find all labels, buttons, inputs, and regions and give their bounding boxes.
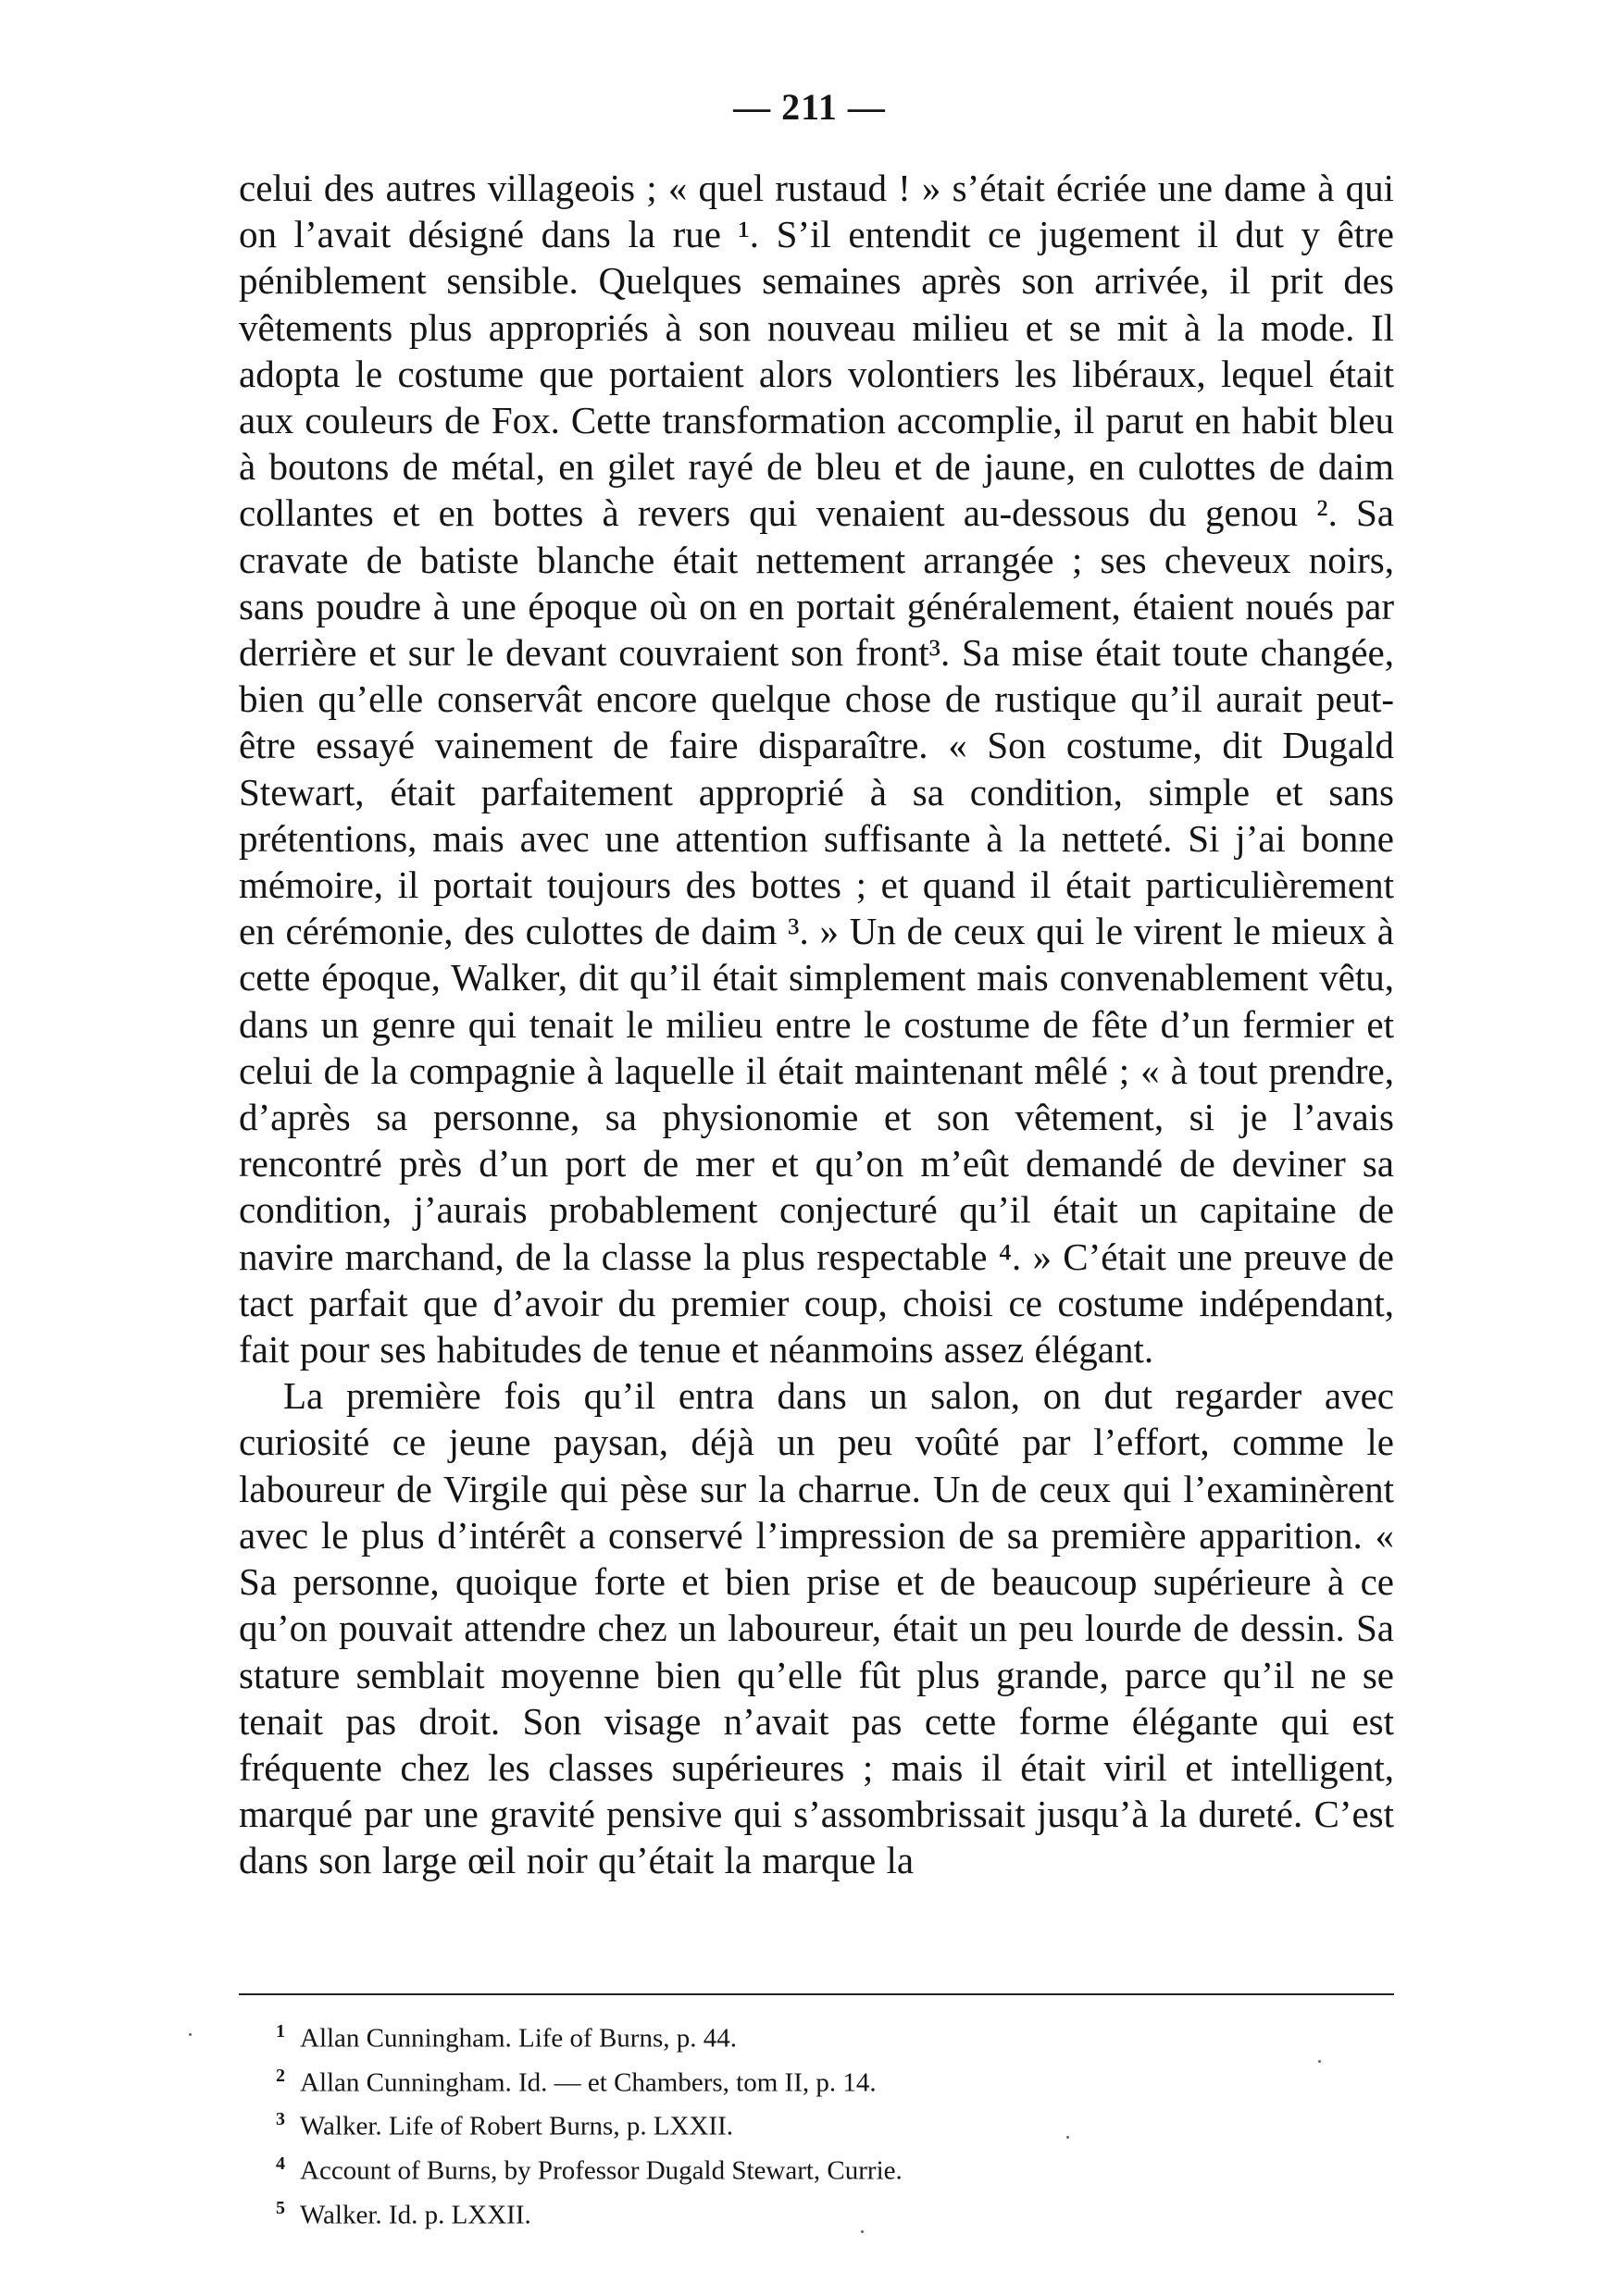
- footnote-2: [276, 2057, 1387, 2102]
- footnote-text: Account of Burns, by Professor Dugald Stewart, Currie.: [300, 2155, 903, 2186]
- footnote-text: Walker. Id. p. LXXII.: [300, 2200, 531, 2230]
- footnote-1: [276, 2013, 1387, 2057]
- footnote-4: [276, 2145, 1387, 2190]
- footnote-divider: [239, 1993, 1394, 1995]
- main-text: [239, 165, 1394, 1884]
- paragraph-1: celui des autres villageois ; « quel rustaud ! » s’était écriée une dame à qui on l’avait désigné dans la rue ¹. S’il entendit ce jugement il dut y être péniblement sensible. Quelques semaines après son arrivée, il prit des vêtements plus appropriés à son nouveau milieu et se mit à la mode. Il adopta le costume que portaient alors volontiers les libéraux, lequel était aux couleurs de Fox. Cette transformation accomplie, il parut en habit bleu à boutons de métal, en gilet rayé de bleu et de jaune, en culottes de daim collantes et en bottes à revers qui venaient au-dessous du genou ². Sa cravate de batiste blanche était nettement arrangée ; ses cheveux noirs, sans poudre à une époque où on en portait généralement, étaient noués par derrière et sur le devant couvraient son front³. Sa mise était toute changée, bien qu’elle conservât encore quelque chose de rustique qu’il aurait peut-être essayé vainement de faire disparaître. « Son costume, dit Dugald Stewart, était parfaitement approprié à sa condition, simple et sans prétentions, mais avec une attention suffisante à la netteté. Si j’ai bonne mémoire, il portait toujours des bottes ; et quand il était particulièrement en cérémonie, des culottes de daim ³. » Un de ceux qui le virent le mieux à cette époque, Walker, dit qu’il était simplement mais convenablement vêtu, dans un genre qui tenait le milieu entre le costume de fête d’un fermier et celui de la compagnie à laquelle il était maintenant mêlé ; « à tout prendre, d’après sa personne, sa physionomie et son vêtement, si je l’avais rencontré près d’un port de mer et qu’on m’eût demandé de deviner sa condition, j’aurais probablement conjecturé qu’il était un capitaine de navire marchand, de la classe la plus respectable ⁴. » C’était une preuve de tact parfait que d’avoir du premier coup, choisi ce costume indépendant, fait pour ses habitudes de tenue et néanmoins assez élégant.: [239, 167, 1394, 1371]
- footnotes: [276, 2013, 1387, 2233]
- paper-speck: [1318, 2060, 1321, 2063]
- paragraph-2: La première fois qu’il entra dans un salon, on dut regarder avec curiosité ce jeune paysan, déjà un peu voûté par l’effort, comme le laboureur de Virgile qui pèse sur la charrue. Un de ceux qui l’examinèrent avec le plus d’intérêt a conservé l’impression de sa première apparition. « Sa personne, quoique forte et bien prise et de beaucoup supérieure à ce qu’on pouvait attendre chez un laboureur, était un peu lourde de dessin. Sa stature semblait moyenne bien qu’elle fût plus grande, parce qu’il ne se tenait pas droit. Son visage n’avait pas cette forme élégante qui est fréquente chez les classes supérieures ; mais il était viril et intelligent, marqué par une gravité pensive qui s’assombrissait jusqu’à la dureté. C’est dans son large œil noir qu’était la marque la: [239, 1374, 1394, 1882]
- footnote-number: 5: [276, 2197, 285, 2218]
- page-number: — 211 —: [733, 86, 886, 128]
- footnote-number: 2: [276, 2065, 285, 2086]
- footnote-3: [276, 2101, 1387, 2145]
- paper-speck: [861, 2230, 864, 2233]
- footnote-number: 4: [276, 2153, 285, 2174]
- footnote-5: [276, 2190, 1387, 2234]
- footnote-number: 1: [276, 2021, 285, 2042]
- footnote-text: Allan Cunningham. Id. — et Chambers, tom II, p. 14.: [300, 2067, 877, 2098]
- footnote-number: 3: [276, 2109, 285, 2130]
- paper-speck: [1066, 2136, 1069, 2139]
- footnote-text: Allan Cunningham. Life of Burns, p. 44.: [300, 2023, 738, 2054]
- paper-speck: [189, 2033, 192, 2036]
- footnote-text: Walker. Life of Robert Burns, p. LXXII.: [300, 2111, 733, 2141]
